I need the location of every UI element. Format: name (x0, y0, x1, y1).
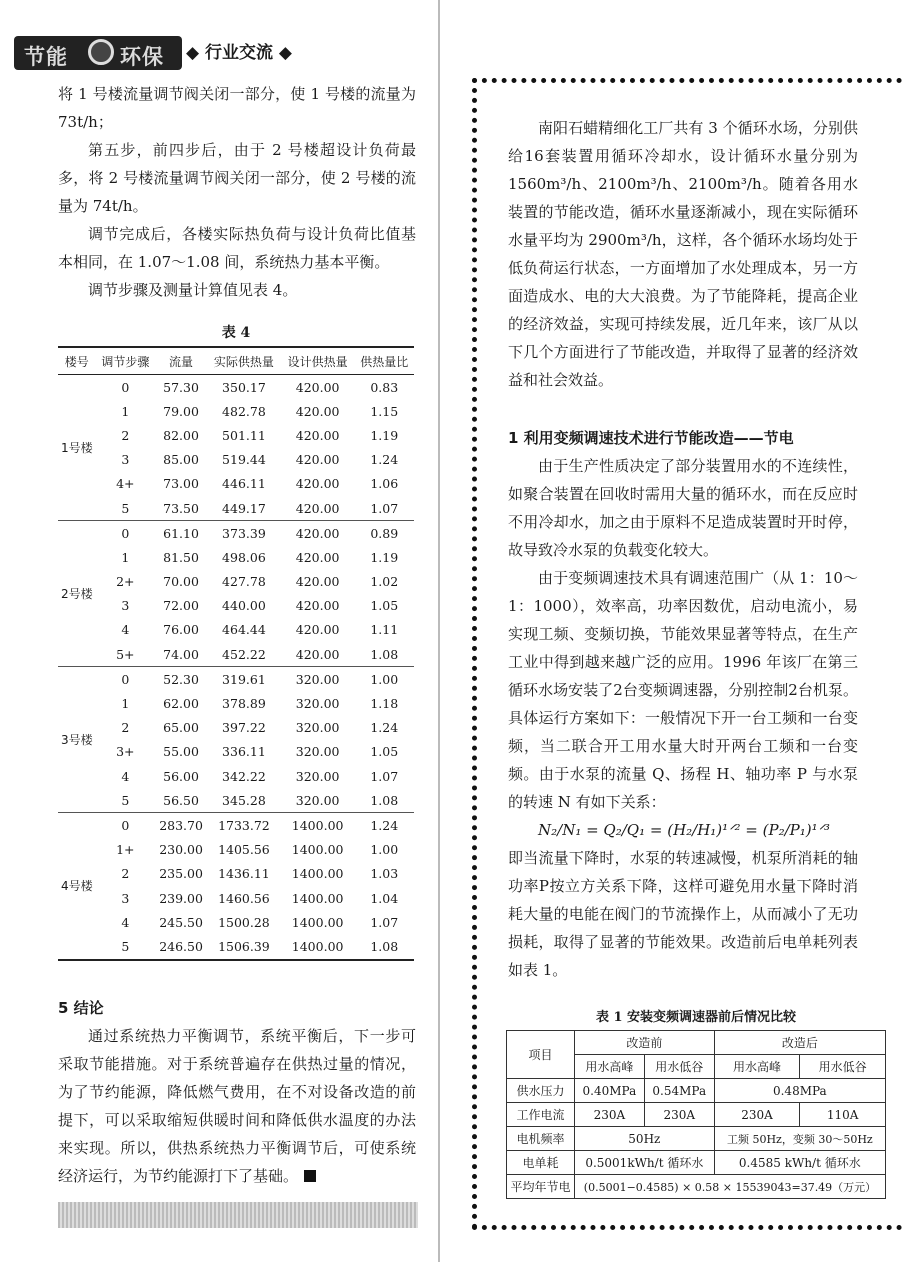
cell: 项目 (507, 1031, 575, 1079)
section-heading: 5 结论 (58, 999, 104, 1017)
table-cell: 446.11 (222, 476, 266, 492)
paragraph: 调节步骤及测量计算值见表 4。 (88, 281, 298, 299)
cell: 平均年节电 (507, 1175, 575, 1199)
table-cell: 2 (121, 720, 130, 736)
table-cell: 320.00 (281, 788, 355, 813)
table-header-row (58, 347, 414, 375)
table-cell: 345.28 (207, 788, 281, 813)
table-cell: 2 (121, 427, 130, 443)
table-cell: 420.00 (295, 549, 340, 565)
table-cell: 4 (121, 622, 130, 638)
table-cell: 1.24 (370, 452, 399, 468)
table-cell: 239.00 (159, 890, 203, 906)
table-row (58, 375, 414, 400)
table-cell: 70.00 (163, 574, 199, 590)
col-header: 设计供热量 (281, 347, 355, 375)
table-cell: 420.00 (295, 598, 340, 614)
table-cell: 79.00 (163, 403, 199, 419)
table-cell: 373.39 (222, 525, 266, 541)
end-mark-icon (304, 1170, 316, 1182)
col-header: 楼号 (58, 347, 96, 375)
logo-text-b: 环保 (120, 45, 164, 69)
table-row (58, 667, 414, 692)
table-cell: 1.07 (370, 768, 399, 784)
table-cell: 74.00 (155, 642, 207, 667)
col-header: 调节步骤 (96, 347, 155, 375)
table-cell: 1.00 (370, 842, 399, 858)
table-cell: 5 (96, 934, 155, 959)
table-cell: 397.22 (222, 720, 266, 736)
paragraph: 由于变频调速技术具有调速范围广（从 1：10～1：1000），效率高，功率因数优，启动电流小，易实现工频、变频切换，节能效果显著等特点，在生产工业中得到越来越广泛的应用。1996 年该厂在第三循环水场安装了2台变频调速器，分别控制2台机泵。具体运行方案如下：一般情况下开一台工频和一台变频，当二联合开工用水量大时开两台工频和一台变频。由于水泵的流量 Q、扬程 H、轴功率 P 与水泵的转速 N 有如下关系： (508, 569, 858, 811)
table-cell: 320.00 (295, 720, 340, 736)
table-row (58, 642, 414, 667)
table-cell: 0 (121, 379, 130, 395)
table1-caption: 表 1 安装变频调速器前后情况比较 (595, 1010, 797, 1025)
cell: 用水高峰 (714, 1055, 800, 1079)
cell: 50Hz (574, 1127, 714, 1151)
table-cell: 427.78 (222, 574, 266, 590)
table-row (58, 764, 414, 788)
table-cell: 1 (121, 696, 130, 712)
cell: 改造后 (714, 1031, 885, 1055)
table-cell: 498.06 (222, 549, 266, 565)
table-cell: 1436.11 (218, 866, 270, 882)
table-cell: 1.02 (370, 574, 399, 590)
cell: 电单耗 (507, 1151, 575, 1175)
paragraph: 即当流量下降时，水泵的转速减慢，机泵所消耗的轴功率P按立方关系下降，这样可避免用水量下降时消耗大量的电能在阀门的节流操作上，从而减小了无功损耗，取得了显著的节能效果。改造前后电单耗列表如表 1。 (508, 849, 858, 979)
table-cell: 62.00 (163, 696, 199, 712)
cell: 改造前 (574, 1031, 714, 1055)
table-cell: 420.00 (295, 476, 340, 492)
right-column-top (508, 114, 858, 394)
table-cell: 1.24 (370, 817, 399, 833)
table-row (58, 886, 414, 910)
table-cell: 0.83 (370, 379, 399, 395)
table-row (58, 716, 414, 740)
cell: 电机频率 (507, 1127, 575, 1151)
cell: 0.5001kWh/t 循环水 (574, 1151, 714, 1175)
cell: 0.54MPa (644, 1079, 714, 1103)
cell: 用水高峰 (574, 1055, 644, 1079)
table-row (58, 423, 414, 447)
table-cell: 440.00 (222, 598, 266, 614)
magazine-logo (14, 36, 182, 70)
table-cell: 420.00 (295, 379, 340, 395)
table-cell: 1+ (116, 842, 135, 858)
table-cell: 1.04 (370, 890, 399, 906)
table-cell: 1.00 (370, 671, 399, 687)
cell: (0.5001−0.4585) × 0.58 × 15539043=37.49（万元） (574, 1175, 885, 1199)
table-cell: 55.00 (163, 744, 199, 760)
cell: 0.48MPa (714, 1079, 885, 1103)
table-row (58, 838, 414, 862)
table-cell: 76.00 (163, 622, 199, 638)
table-cell: 519.44 (222, 452, 266, 468)
table-row (58, 399, 414, 423)
table-cell: 1506.39 (207, 934, 281, 959)
table-cell: 320.00 (295, 768, 340, 784)
table-cell: 449.17 (207, 496, 281, 521)
table-cell: 1.03 (370, 866, 399, 882)
table-row (58, 740, 414, 764)
building-cell: 4号楼 (58, 813, 96, 960)
left-column-bottom (58, 994, 416, 1190)
cell: 用水低谷 (800, 1055, 886, 1079)
table-cell: 0 (121, 817, 130, 833)
cell: 230A (644, 1103, 714, 1127)
table-cell: 1.08 (355, 934, 415, 959)
table-row (58, 570, 414, 594)
table-cell: 3 (121, 452, 130, 468)
conclusion-text: 通过系统热力平衡调节，系统平衡后，下一步可采取节能措施。对于系统普遍存在供热过量的情况，为了节约能源，降低燃气费用，在不对设备改造的前提下，可以采取缩短供暖时间和降低供水温度的办法来实现。所以，供热系统热力平衡调节后，可使系统经济运行，为节约能源打下了基础。 (58, 1027, 416, 1185)
table-cell: 1.15 (370, 403, 399, 419)
table-cell: 320.00 (295, 671, 340, 687)
table-cell: 61.10 (163, 525, 199, 541)
cell: 工作电流 (507, 1103, 575, 1127)
table-row (58, 594, 414, 618)
table-cell: 0.89 (370, 525, 399, 541)
cell: 230A (714, 1103, 800, 1127)
table-cell: 5 (96, 496, 155, 521)
table-cell: 1.11 (370, 622, 399, 638)
table-cell: 4 (121, 768, 130, 784)
table-cell: 1.19 (370, 549, 399, 565)
table-row (58, 862, 414, 886)
column-divider (438, 0, 440, 1262)
table-cell: 1 (121, 549, 130, 565)
paragraph: 将 1 号楼流量调节阀关闭一部分，使 1 号楼的流量为 73t/h； (58, 85, 416, 131)
table-cell: 482.78 (222, 403, 266, 419)
table-cell: 1.06 (370, 476, 399, 492)
cell: 0.4585 kWh/t 循环水 (714, 1151, 885, 1175)
table-cell: 1460.56 (218, 890, 270, 906)
table-cell: 283.70 (159, 817, 203, 833)
table-cell: 420.00 (295, 622, 340, 638)
table-cell: 420.00 (281, 642, 355, 667)
table-cell: 85.00 (163, 452, 199, 468)
table-cell: 73.00 (163, 476, 199, 492)
table-4 (58, 346, 414, 961)
table-cell: 1.08 (355, 788, 415, 813)
table-cell: 230.00 (159, 842, 203, 858)
table-cell: 420.00 (295, 525, 340, 541)
table-cell: 82.00 (163, 427, 199, 443)
table-cell: 420.00 (281, 496, 355, 521)
table-cell: 2+ (116, 574, 135, 590)
table-cell: 0 (121, 525, 130, 541)
table-1 (506, 1030, 886, 1199)
table-cell: 1.05 (370, 598, 399, 614)
table-cell: 336.11 (222, 744, 266, 760)
cell: 用水低谷 (644, 1055, 714, 1079)
left-column-top (58, 80, 416, 304)
table-row (58, 472, 414, 496)
table-cell: 319.61 (222, 671, 266, 687)
table-cell: 320.00 (295, 744, 340, 760)
table-cell: 3 (121, 890, 130, 906)
table-row (58, 618, 414, 642)
table-row (58, 910, 414, 934)
col-header: 供热量比 (355, 347, 415, 375)
cell: 0.40MPa (574, 1079, 644, 1103)
table-cell: 3+ (116, 744, 135, 760)
table-cell: 73.50 (155, 496, 207, 521)
logo-text-a: 节能 (24, 45, 68, 69)
logo-ring-icon (88, 39, 114, 65)
table-cell: 246.50 (155, 934, 207, 959)
table-cell: 1 (121, 403, 130, 419)
table-cell: 501.11 (222, 427, 266, 443)
paragraph (58, 1022, 416, 1190)
table-cell: 3 (121, 598, 130, 614)
table-cell: 1.24 (370, 720, 399, 736)
paragraph: 调节完成后，各楼实际热负荷与设计负荷比值基本相同，在 1.07～1.08 间，系统热力基本平衡。 (58, 225, 416, 271)
table-cell: 245.50 (159, 914, 203, 930)
table-row (58, 545, 414, 569)
table-cell: 452.22 (207, 642, 281, 667)
table-cell: 0 (121, 671, 130, 687)
table-row (58, 448, 414, 472)
table-cell: 1.18 (370, 696, 399, 712)
table-cell: 65.00 (163, 720, 199, 736)
table-cell: 464.44 (222, 622, 266, 638)
table-cell: 56.50 (155, 788, 207, 813)
table-cell: 81.50 (163, 549, 199, 565)
table-cell: 1400.00 (291, 866, 344, 882)
table-cell: 1.07 (355, 496, 415, 521)
table-cell: 420.00 (295, 452, 340, 468)
table-row (58, 813, 414, 838)
paragraph: 南阳石蜡精细化工厂共有 3 个循环水场，分别供给16套装置用循环冷却水，设计循环水量分别为1560m³/h、2100m³/h、2100m³/h。随着各用水装置的节能改造，循环水量逐渐减小，现在实际循环水量平均为 2900m³/h，这样，各个循环水场均处于低负荷运行状态，一方面增加了水处理成本，另一方面造成水、电的大大浪费。为了节能降耗，提高企业的经济效益，实现可持续发展，近几年来，该厂从以下几个方面进行了节能改造，并取得了显著的经济效益和社会效益。 (508, 119, 858, 389)
table-cell: 4 (121, 914, 130, 930)
table-row (58, 788, 414, 813)
table-cell: 1400.00 (291, 842, 344, 858)
table-cell: 420.00 (295, 574, 340, 590)
col-header: 流量 (155, 347, 207, 375)
paragraph: 由于生产性质决定了部分装置用水的不连续性，如聚合装置在回收时需用大量的循环水，而在反应时不用冷却水，加之由于原料不足造成装置时开时停，故导致冷水泵的负载变化较大。 (508, 457, 858, 559)
cell: 供水压力 (507, 1079, 575, 1103)
table4-caption: 表 4 (221, 325, 251, 341)
table-cell: 2 (121, 866, 130, 882)
building-cell: 3号楼 (58, 667, 96, 813)
table-cell: 1400.00 (291, 817, 344, 833)
cell: 110A (800, 1103, 886, 1127)
table-cell: 420.00 (295, 403, 340, 419)
table-cell: 1.19 (370, 427, 399, 443)
table-cell: 52.30 (163, 671, 199, 687)
table-cell: 1.07 (370, 914, 399, 930)
table-row (58, 691, 414, 715)
table-cell: 1405.56 (218, 842, 270, 858)
table-cell: 56.00 (163, 768, 199, 784)
table-cell: 5 (96, 788, 155, 813)
formula: N₂/N₁ = Q₂/Q₁ = (H₂/H₁)¹ᐟ² = (P₂/P₁)¹ᐟ³ (538, 821, 830, 839)
paragraph: 第五步，前四步后，由于 2 号楼超设计负荷最多，将 2 号楼流量调节阀关闭一部分，使 2 号楼的流量为 74t/h。 (58, 141, 416, 215)
cell: 230A (574, 1103, 644, 1127)
decorative-strip (58, 1202, 418, 1228)
table-cell: 1500.28 (218, 914, 270, 930)
table-cell: 350.17 (222, 379, 266, 395)
table-cell: 1.08 (355, 642, 415, 667)
table-cell: 1733.72 (218, 817, 270, 833)
cell: 工频 50Hz，变频 30～50Hz (714, 1127, 885, 1151)
table-cell: 5+ (96, 642, 155, 667)
table-cell: 57.30 (163, 379, 199, 395)
table-cell: 1400.00 (281, 934, 355, 959)
building-cell: 1号楼 (58, 375, 96, 521)
table-cell: 420.00 (295, 427, 340, 443)
table-cell: 320.00 (295, 696, 340, 712)
building-cell: 2号楼 (58, 521, 96, 667)
table-cell: 72.00 (163, 598, 199, 614)
section-heading: 1 利用变频调速技术进行节能改造——节电 (508, 429, 794, 447)
table-cell: 1400.00 (291, 914, 344, 930)
table-cell: 235.00 (159, 866, 203, 882)
table-row (58, 496, 414, 521)
table-cell: 4+ (116, 476, 135, 492)
table-cell: 1.05 (370, 744, 399, 760)
right-column-body (508, 424, 858, 984)
table-row (58, 934, 414, 959)
table-cell: 1400.00 (291, 890, 344, 906)
table-cell: 342.22 (222, 768, 266, 784)
section-title: ◆ 行业交流 ◆ (186, 43, 292, 63)
table-cell: 378.89 (222, 696, 266, 712)
col-header: 实际供热量 (207, 347, 281, 375)
table-row (58, 521, 414, 546)
